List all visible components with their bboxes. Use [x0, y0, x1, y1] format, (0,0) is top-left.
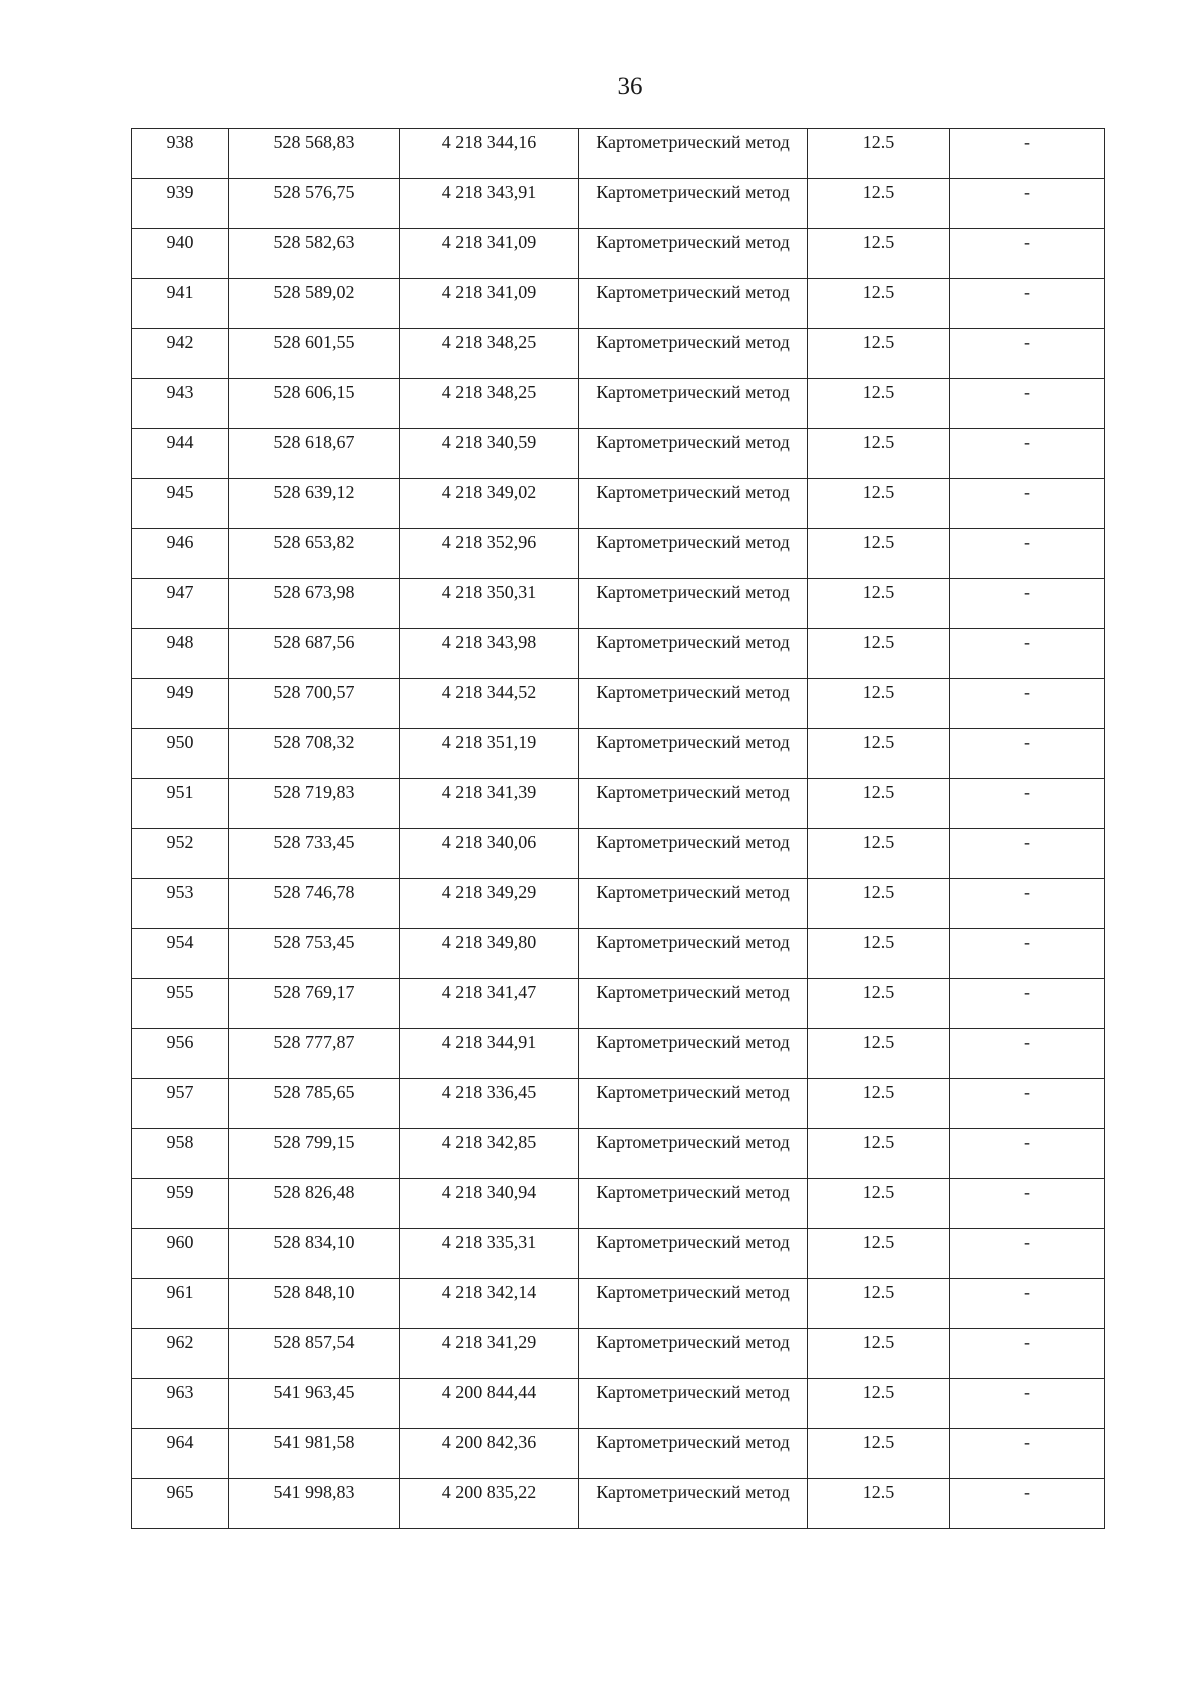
point-number-cell: 955 — [132, 979, 229, 1029]
point-number-cell: 958 — [132, 1129, 229, 1179]
method-cell — [579, 1429, 808, 1479]
method-text: Картометрический метод — [596, 632, 790, 652]
table-row — [132, 1229, 1105, 1279]
accuracy-cell: 12.5 — [808, 1379, 950, 1429]
method-cell — [579, 579, 808, 629]
point-number-cell: 957 — [132, 1079, 229, 1129]
description-cell: - — [950, 329, 1105, 379]
x-coordinate-cell: 541 963,45 — [229, 1379, 400, 1429]
method-text: Картометрический метод — [596, 1382, 790, 1402]
y-coordinate-cell: 4 218 342,85 — [400, 1129, 579, 1179]
table-row — [132, 779, 1105, 829]
description-cell: - — [950, 529, 1105, 579]
table-row — [132, 579, 1105, 629]
method-cell — [579, 129, 808, 179]
y-coordinate-cell: 4 218 341,09 — [400, 229, 579, 279]
table-row — [132, 879, 1105, 929]
description-cell: - — [950, 829, 1105, 879]
method-text: Картометрический метод — [596, 782, 790, 802]
description-cell: - — [950, 879, 1105, 929]
point-number-cell: 952 — [132, 829, 229, 879]
accuracy-cell: 12.5 — [808, 1229, 950, 1279]
point-number-cell: 959 — [132, 1179, 229, 1229]
accuracy-cell: 12.5 — [808, 479, 950, 529]
method-cell — [579, 729, 808, 779]
description-cell: - — [950, 679, 1105, 729]
method-text: Картометрический метод — [596, 382, 790, 402]
method-cell — [579, 1379, 808, 1429]
point-number-cell: 949 — [132, 679, 229, 729]
accuracy-cell: 12.5 — [808, 129, 950, 179]
description-cell: - — [950, 579, 1105, 629]
table-row — [132, 679, 1105, 729]
point-number-cell: 941 — [132, 279, 229, 329]
accuracy-cell: 12.5 — [808, 629, 950, 679]
table-row — [132, 1029, 1105, 1079]
description-cell: - — [950, 479, 1105, 529]
method-cell — [579, 1179, 808, 1229]
x-coordinate-cell: 528 589,02 — [229, 279, 400, 329]
method-cell — [579, 529, 808, 579]
point-number-cell: 945 — [132, 479, 229, 529]
description-cell: - — [950, 229, 1105, 279]
description-cell: - — [950, 1129, 1105, 1179]
description-cell: - — [950, 179, 1105, 229]
y-coordinate-cell: 4 200 844,44 — [400, 1379, 579, 1429]
x-coordinate-cell: 528 576,75 — [229, 179, 400, 229]
method-text: Картометрический метод — [596, 182, 790, 202]
accuracy-cell: 12.5 — [808, 929, 950, 979]
method-text: Картометрический метод — [596, 532, 790, 552]
x-coordinate-cell: 528 746,78 — [229, 879, 400, 929]
x-coordinate-cell: 528 799,15 — [229, 1129, 400, 1179]
table-row — [132, 229, 1105, 279]
x-coordinate-cell: 528 785,65 — [229, 1079, 400, 1129]
table-row — [132, 279, 1105, 329]
description-cell: - — [950, 379, 1105, 429]
point-number-cell: 954 — [132, 929, 229, 979]
method-text: Картометрический метод — [596, 1482, 790, 1502]
table-row — [132, 1079, 1105, 1129]
method-text: Картометрический метод — [596, 232, 790, 252]
description-cell: - — [950, 729, 1105, 779]
point-number-cell: 940 — [132, 229, 229, 279]
method-cell — [579, 1479, 808, 1529]
accuracy-cell: 12.5 — [808, 729, 950, 779]
description-cell: - — [950, 629, 1105, 679]
method-text: Картометрический метод — [596, 732, 790, 752]
y-coordinate-cell: 4 218 341,47 — [400, 979, 579, 1029]
accuracy-cell: 12.5 — [808, 1279, 950, 1329]
y-coordinate-cell: 4 218 340,06 — [400, 829, 579, 879]
y-coordinate-cell: 4 218 341,29 — [400, 1329, 579, 1379]
method-cell — [579, 379, 808, 429]
point-number-cell: 950 — [132, 729, 229, 779]
description-cell: - — [950, 279, 1105, 329]
method-cell — [579, 479, 808, 529]
method-text: Картометрический метод — [596, 1432, 790, 1452]
method-text: Картометрический метод — [596, 1032, 790, 1052]
description-cell: - — [950, 1429, 1105, 1479]
x-coordinate-cell: 528 653,82 — [229, 529, 400, 579]
x-coordinate-cell: 528 673,98 — [229, 579, 400, 629]
method-text: Картометрический метод — [596, 882, 790, 902]
method-text: Картометрический метод — [596, 332, 790, 352]
description-cell: - — [950, 1179, 1105, 1229]
point-number-cell: 962 — [132, 1329, 229, 1379]
table-row — [132, 379, 1105, 429]
table-row — [132, 1179, 1105, 1229]
table-row — [132, 429, 1105, 479]
method-cell — [579, 879, 808, 929]
point-number-cell: 953 — [132, 879, 229, 929]
description-cell: - — [950, 1379, 1105, 1429]
x-coordinate-cell: 541 998,83 — [229, 1479, 400, 1529]
method-text: Картометрический метод — [596, 132, 790, 152]
method-cell — [579, 1079, 808, 1129]
method-text: Картометрический метод — [596, 1282, 790, 1302]
x-coordinate-cell: 528 582,63 — [229, 229, 400, 279]
description-cell: - — [950, 929, 1105, 979]
y-coordinate-cell: 4 218 349,80 — [400, 929, 579, 979]
table-row — [132, 829, 1105, 879]
coordinates-table-body — [132, 129, 1105, 1529]
point-number-cell: 961 — [132, 1279, 229, 1329]
table-row — [132, 1379, 1105, 1429]
point-number-cell: 948 — [132, 629, 229, 679]
x-coordinate-cell: 528 777,87 — [229, 1029, 400, 1079]
accuracy-cell: 12.5 — [808, 1479, 950, 1529]
table-row — [132, 1329, 1105, 1379]
method-cell — [579, 1029, 808, 1079]
y-coordinate-cell: 4 218 351,19 — [400, 729, 579, 779]
x-coordinate-cell: 528 769,17 — [229, 979, 400, 1029]
accuracy-cell: 12.5 — [808, 579, 950, 629]
accuracy-cell: 12.5 — [808, 779, 950, 829]
table-row — [132, 529, 1105, 579]
accuracy-cell: 12.5 — [808, 1029, 950, 1079]
y-coordinate-cell: 4 218 352,96 — [400, 529, 579, 579]
method-text: Картометрический метод — [596, 282, 790, 302]
accuracy-cell: 12.5 — [808, 379, 950, 429]
x-coordinate-cell: 528 606,15 — [229, 379, 400, 429]
y-coordinate-cell: 4 218 343,98 — [400, 629, 579, 679]
method-cell — [579, 1229, 808, 1279]
description-cell: - — [950, 1329, 1105, 1379]
table-row — [132, 1429, 1105, 1479]
y-coordinate-cell: 4 218 340,59 — [400, 429, 579, 479]
accuracy-cell: 12.5 — [808, 279, 950, 329]
coordinates-table — [131, 128, 1105, 1529]
description-cell: - — [950, 1229, 1105, 1279]
y-coordinate-cell: 4 218 341,09 — [400, 279, 579, 329]
accuracy-cell: 12.5 — [808, 979, 950, 1029]
point-number-cell: 963 — [132, 1379, 229, 1429]
method-cell — [579, 629, 808, 679]
method-text: Картометрический метод — [596, 1232, 790, 1252]
x-coordinate-cell: 528 834,10 — [229, 1229, 400, 1279]
description-cell: - — [950, 1079, 1105, 1129]
method-cell — [579, 929, 808, 979]
table-row — [132, 979, 1105, 1029]
accuracy-cell: 12.5 — [808, 829, 950, 879]
table-row — [132, 1479, 1105, 1529]
method-text: Картометрический метод — [596, 1182, 790, 1202]
x-coordinate-cell: 528 848,10 — [229, 1279, 400, 1329]
x-coordinate-cell: 528 568,83 — [229, 129, 400, 179]
point-number-cell: 956 — [132, 1029, 229, 1079]
x-coordinate-cell: 528 753,45 — [229, 929, 400, 979]
method-text: Картометрический метод — [596, 482, 790, 502]
y-coordinate-cell: 4 218 344,91 — [400, 1029, 579, 1079]
description-cell: - — [950, 779, 1105, 829]
method-cell — [579, 229, 808, 279]
accuracy-cell: 12.5 — [808, 1429, 950, 1479]
description-cell: - — [950, 429, 1105, 479]
accuracy-cell: 12.5 — [808, 1079, 950, 1129]
x-coordinate-cell: 528 687,56 — [229, 629, 400, 679]
x-coordinate-cell: 528 708,32 — [229, 729, 400, 779]
x-coordinate-cell: 528 601,55 — [229, 329, 400, 379]
description-cell: - — [950, 129, 1105, 179]
y-coordinate-cell: 4 218 335,31 — [400, 1229, 579, 1279]
table-row — [132, 329, 1105, 379]
method-cell — [579, 779, 808, 829]
x-coordinate-cell: 528 618,67 — [229, 429, 400, 479]
x-coordinate-cell: 528 719,83 — [229, 779, 400, 829]
table-row — [132, 1279, 1105, 1329]
method-text: Картометрический метод — [596, 432, 790, 452]
table-row — [132, 629, 1105, 679]
description-cell: - — [950, 1479, 1105, 1529]
method-cell — [579, 329, 808, 379]
accuracy-cell: 12.5 — [808, 229, 950, 279]
x-coordinate-cell: 528 733,45 — [229, 829, 400, 879]
description-cell: - — [950, 1029, 1105, 1079]
x-coordinate-cell: 528 700,57 — [229, 679, 400, 729]
method-text: Картометрический метод — [596, 832, 790, 852]
table-row — [132, 129, 1105, 179]
point-number-cell: 944 — [132, 429, 229, 479]
method-cell — [579, 679, 808, 729]
method-text: Картометрический метод — [596, 582, 790, 602]
table-row — [132, 929, 1105, 979]
method-cell — [579, 829, 808, 879]
y-coordinate-cell: 4 218 336,45 — [400, 1079, 579, 1129]
accuracy-cell: 12.5 — [808, 679, 950, 729]
point-number-cell: 939 — [132, 179, 229, 229]
method-cell — [579, 1329, 808, 1379]
y-coordinate-cell: 4 218 350,31 — [400, 579, 579, 629]
point-number-cell: 964 — [132, 1429, 229, 1479]
table-row — [132, 729, 1105, 779]
accuracy-cell: 12.5 — [808, 879, 950, 929]
method-cell — [579, 179, 808, 229]
accuracy-cell: 12.5 — [808, 1329, 950, 1379]
y-coordinate-cell: 4 218 349,29 — [400, 879, 579, 929]
point-number-cell: 965 — [132, 1479, 229, 1529]
method-cell — [579, 979, 808, 1029]
method-cell — [579, 1279, 808, 1329]
method-cell — [579, 279, 808, 329]
y-coordinate-cell: 4 218 344,52 — [400, 679, 579, 729]
method-text: Картометрический метод — [596, 1132, 790, 1152]
description-cell: - — [950, 979, 1105, 1029]
accuracy-cell: 12.5 — [808, 429, 950, 479]
accuracy-cell: 12.5 — [808, 1129, 950, 1179]
method-text: Картометрический метод — [596, 682, 790, 702]
y-coordinate-cell: 4 200 842,36 — [400, 1429, 579, 1479]
table-row — [132, 1129, 1105, 1179]
point-number-cell: 946 — [132, 529, 229, 579]
method-text: Картометрический метод — [596, 1332, 790, 1352]
y-coordinate-cell: 4 218 348,25 — [400, 379, 579, 429]
accuracy-cell: 12.5 — [808, 529, 950, 579]
method-cell — [579, 429, 808, 479]
y-coordinate-cell: 4 218 342,14 — [400, 1279, 579, 1329]
table-row — [132, 179, 1105, 229]
point-number-cell: 951 — [132, 779, 229, 829]
y-coordinate-cell: 4 200 835,22 — [400, 1479, 579, 1529]
point-number-cell: 947 — [132, 579, 229, 629]
accuracy-cell: 12.5 — [808, 329, 950, 379]
x-coordinate-cell: 528 857,54 — [229, 1329, 400, 1379]
y-coordinate-cell: 4 218 348,25 — [400, 329, 579, 379]
x-coordinate-cell: 528 826,48 — [229, 1179, 400, 1229]
method-text: Картометрический метод — [596, 1082, 790, 1102]
accuracy-cell: 12.5 — [808, 179, 950, 229]
description-cell: - — [950, 1279, 1105, 1329]
method-text: Картометрический метод — [596, 982, 790, 1002]
y-coordinate-cell: 4 218 344,16 — [400, 129, 579, 179]
y-coordinate-cell: 4 218 343,91 — [400, 179, 579, 229]
point-number-cell: 960 — [132, 1229, 229, 1279]
y-coordinate-cell: 4 218 349,02 — [400, 479, 579, 529]
page-number: 36 — [617, 73, 643, 100]
point-number-cell: 938 — [132, 129, 229, 179]
point-number-cell: 943 — [132, 379, 229, 429]
point-number-cell: 942 — [132, 329, 229, 379]
y-coordinate-cell: 4 218 341,39 — [400, 779, 579, 829]
method-cell — [579, 1129, 808, 1179]
x-coordinate-cell: 541 981,58 — [229, 1429, 400, 1479]
method-text: Картометрический метод — [596, 932, 790, 952]
x-coordinate-cell: 528 639,12 — [229, 479, 400, 529]
accuracy-cell: 12.5 — [808, 1179, 950, 1229]
table-row — [132, 479, 1105, 529]
y-coordinate-cell: 4 218 340,94 — [400, 1179, 579, 1229]
